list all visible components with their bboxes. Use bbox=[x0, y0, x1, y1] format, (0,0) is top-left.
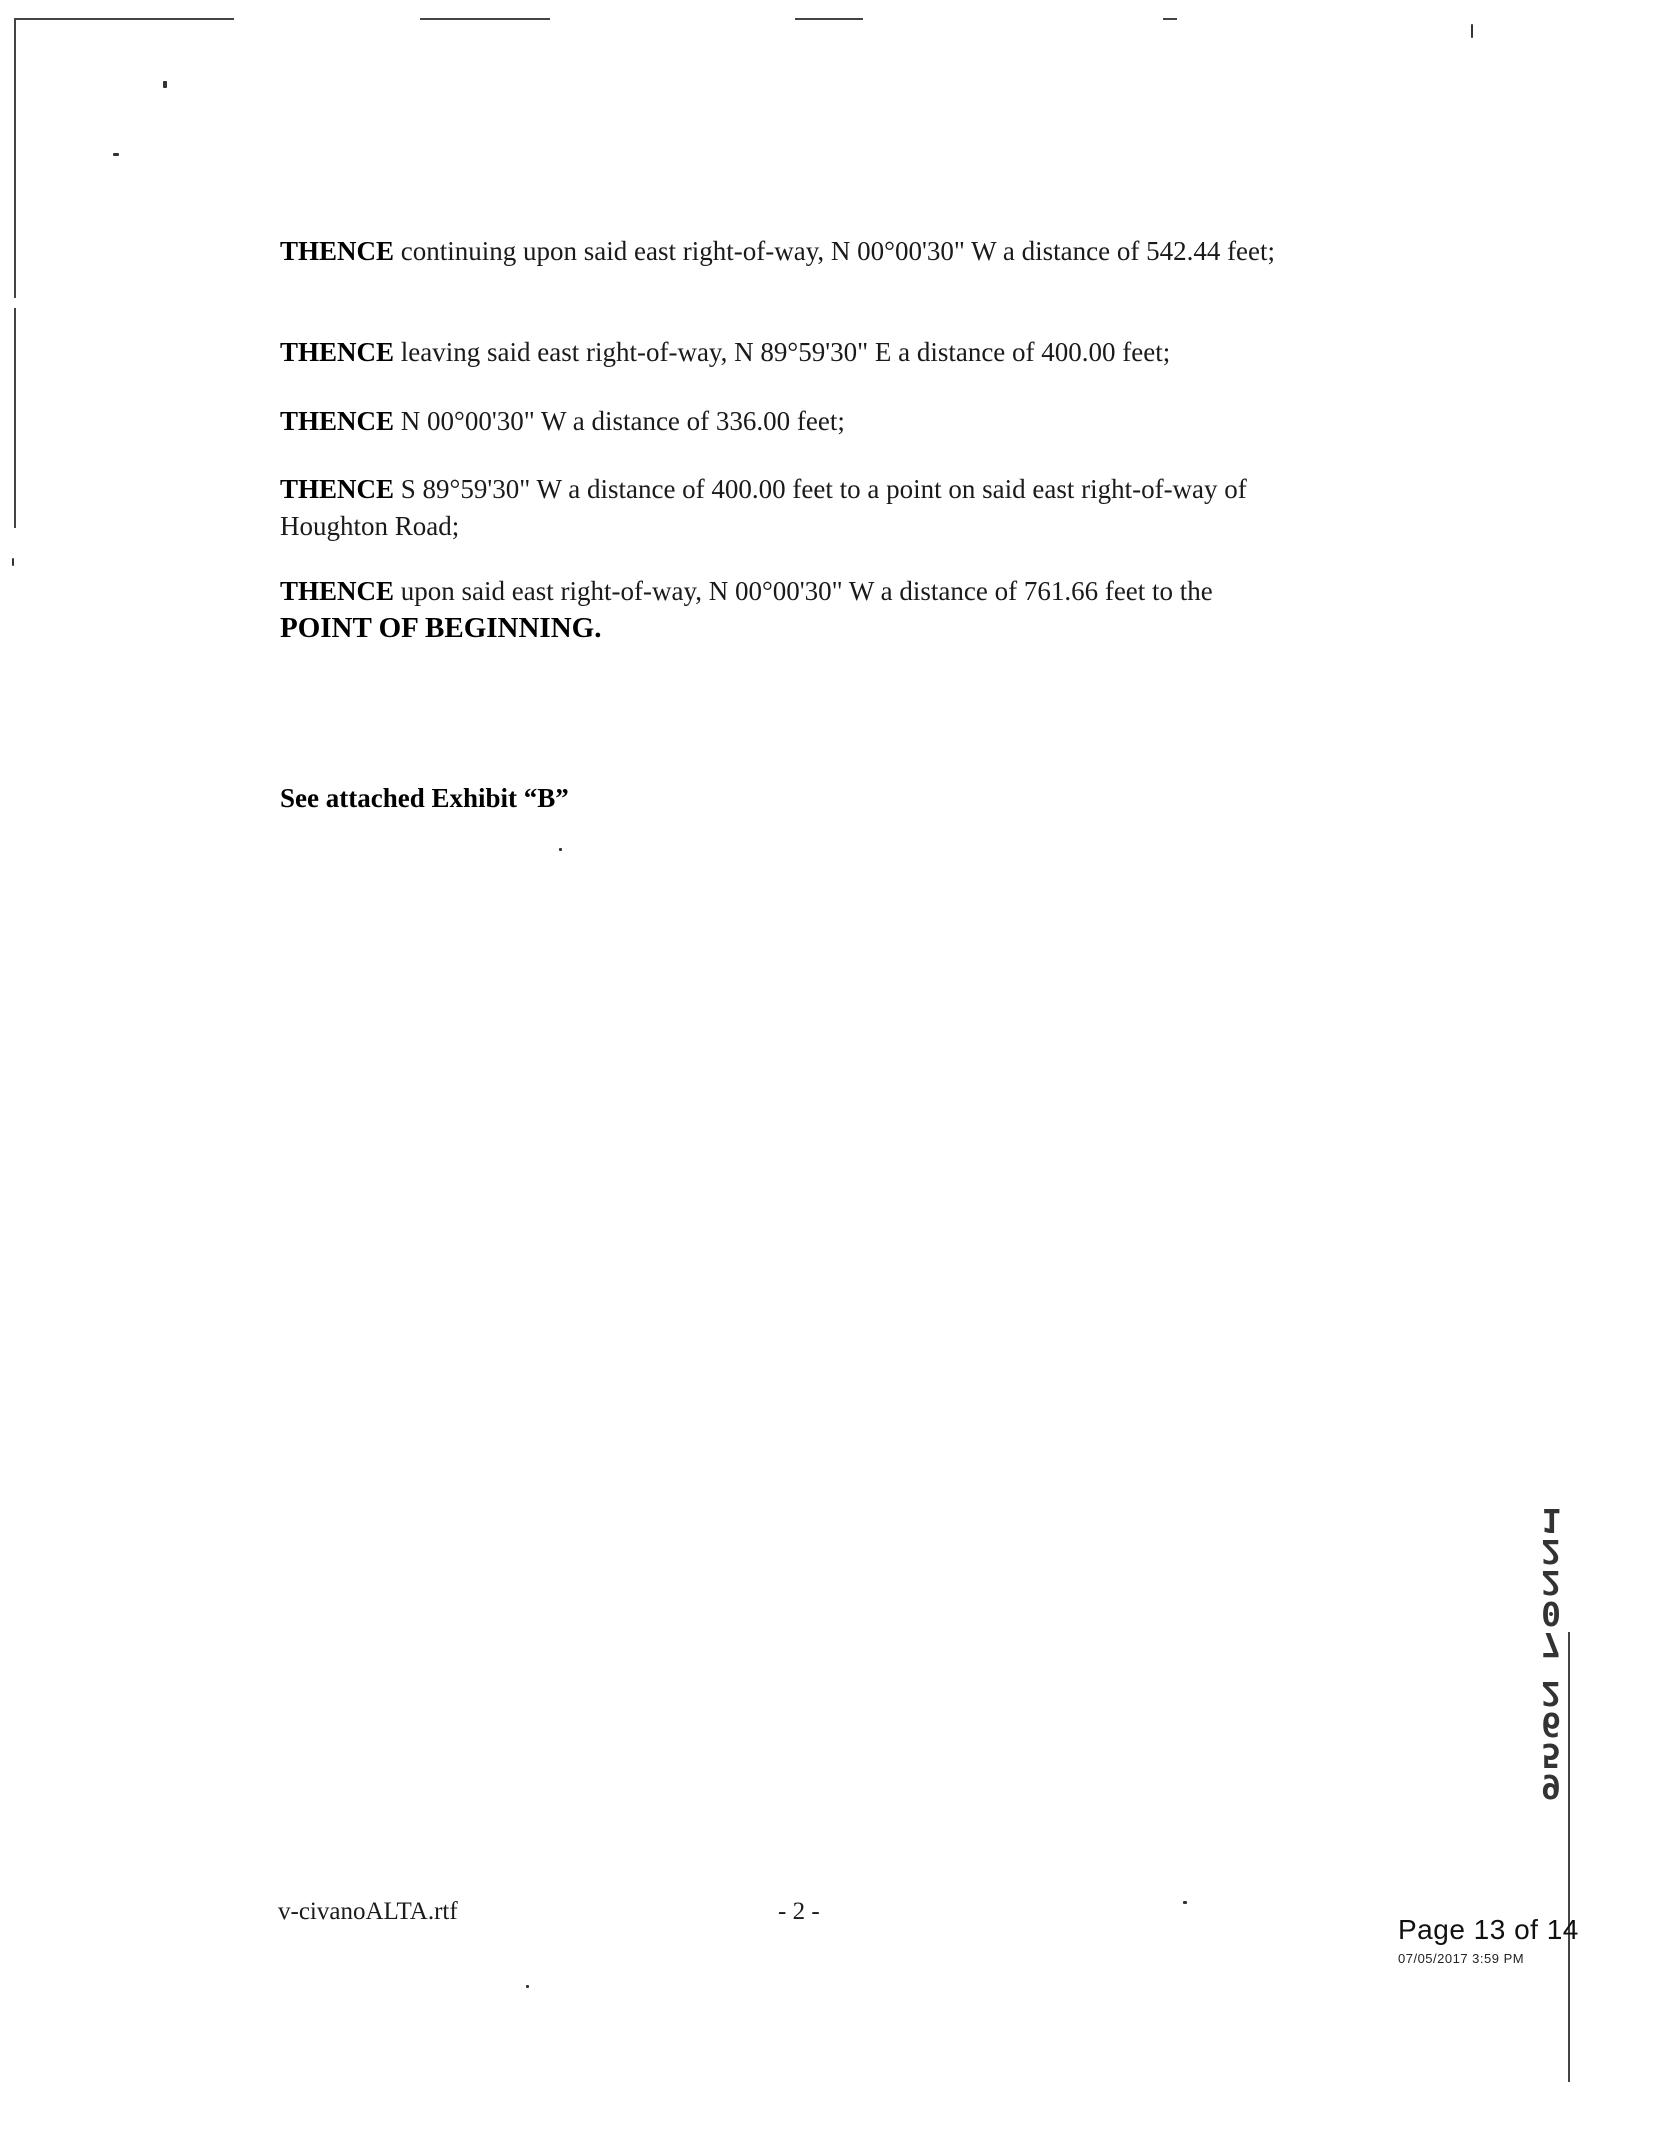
point-of-beginning: POINT OF BEGINNING. bbox=[280, 612, 602, 644]
legal-description-paragraph-3 bbox=[280, 403, 1330, 440]
scan-speck bbox=[559, 848, 562, 851]
scan-speck bbox=[113, 153, 119, 156]
scan-top-edge-line bbox=[795, 18, 863, 20]
recording-number-digit: 6 bbox=[1541, 1705, 1561, 1744]
thence-keyword: THENCE bbox=[280, 406, 395, 436]
scan-speck bbox=[526, 1985, 529, 1988]
thence-keyword: THENCE bbox=[280, 236, 395, 266]
paragraph-text: N 00°00'30" W a distance of 336.00 feet; bbox=[394, 406, 845, 436]
paragraph-text: continuing upon said east right-of-way, N 00°00'30" W a distance of 542.44 feet; bbox=[394, 236, 1276, 266]
recording-number-digit: 2 bbox=[1541, 1563, 1561, 1602]
paragraph-text: upon said east right-of-way, N 00°00'30" W a distance of 761.66 feet to the bbox=[394, 576, 1213, 606]
paragraph-text: S 89°59'30" W a distance of 400.00 feet to a point on said east right-of-way of Houghton Road; bbox=[280, 474, 1247, 541]
legal-description-paragraph-2 bbox=[280, 334, 1330, 371]
recording-number-digit: 0 bbox=[1541, 1594, 1561, 1633]
scan-top-edge-line bbox=[14, 18, 234, 20]
scan-speck bbox=[1183, 1901, 1187, 1904]
thence-keyword: THENCE bbox=[280, 337, 395, 367]
recording-number-digit: 1 bbox=[1541, 1501, 1561, 1540]
scan-right-edge-line bbox=[1568, 1632, 1570, 2082]
recording-timestamp: 07/05/2017 3:59 PM bbox=[1398, 1951, 1525, 1966]
recording-page-count: Page 13 of 14 bbox=[1398, 1914, 1579, 1945]
recording-number-digit: 2 bbox=[1541, 1674, 1561, 1713]
thence-keyword: THENCE bbox=[280, 474, 395, 504]
recording-number-digit: 9 bbox=[1541, 1767, 1561, 1806]
scan-top-edge-line bbox=[1163, 18, 1177, 20]
scan-left-edge-line bbox=[14, 18, 16, 298]
scan-speck bbox=[163, 81, 167, 88]
scan-speck bbox=[1471, 24, 1473, 38]
exhibit-note: See attached Exhibit “B” bbox=[280, 783, 569, 813]
scan-top-edge-line bbox=[420, 18, 550, 20]
footer-filename: v-civanoALTA.rtf bbox=[278, 1898, 458, 1925]
thence-keyword: THENCE bbox=[280, 576, 395, 606]
scan-left-edge-line bbox=[14, 308, 16, 528]
footer-page-number: - 2 - bbox=[778, 1898, 820, 1925]
recording-number-digit: 5 bbox=[1541, 1736, 1561, 1775]
paragraph-text: leaving said east right-of-way, N 89°59'30" E a distance of 400.00 feet; bbox=[394, 337, 1171, 367]
legal-description-paragraph-4 bbox=[280, 471, 1330, 545]
recording-number-digit: 2 bbox=[1541, 1532, 1561, 1571]
recording-number-digit: 7 bbox=[1541, 1625, 1561, 1664]
scan-speck bbox=[12, 558, 14, 566]
legal-description-paragraph-5 bbox=[280, 573, 1330, 647]
recording-number-stamp bbox=[1536, 1501, 1566, 1806]
legal-description-paragraph-1 bbox=[280, 233, 1330, 270]
